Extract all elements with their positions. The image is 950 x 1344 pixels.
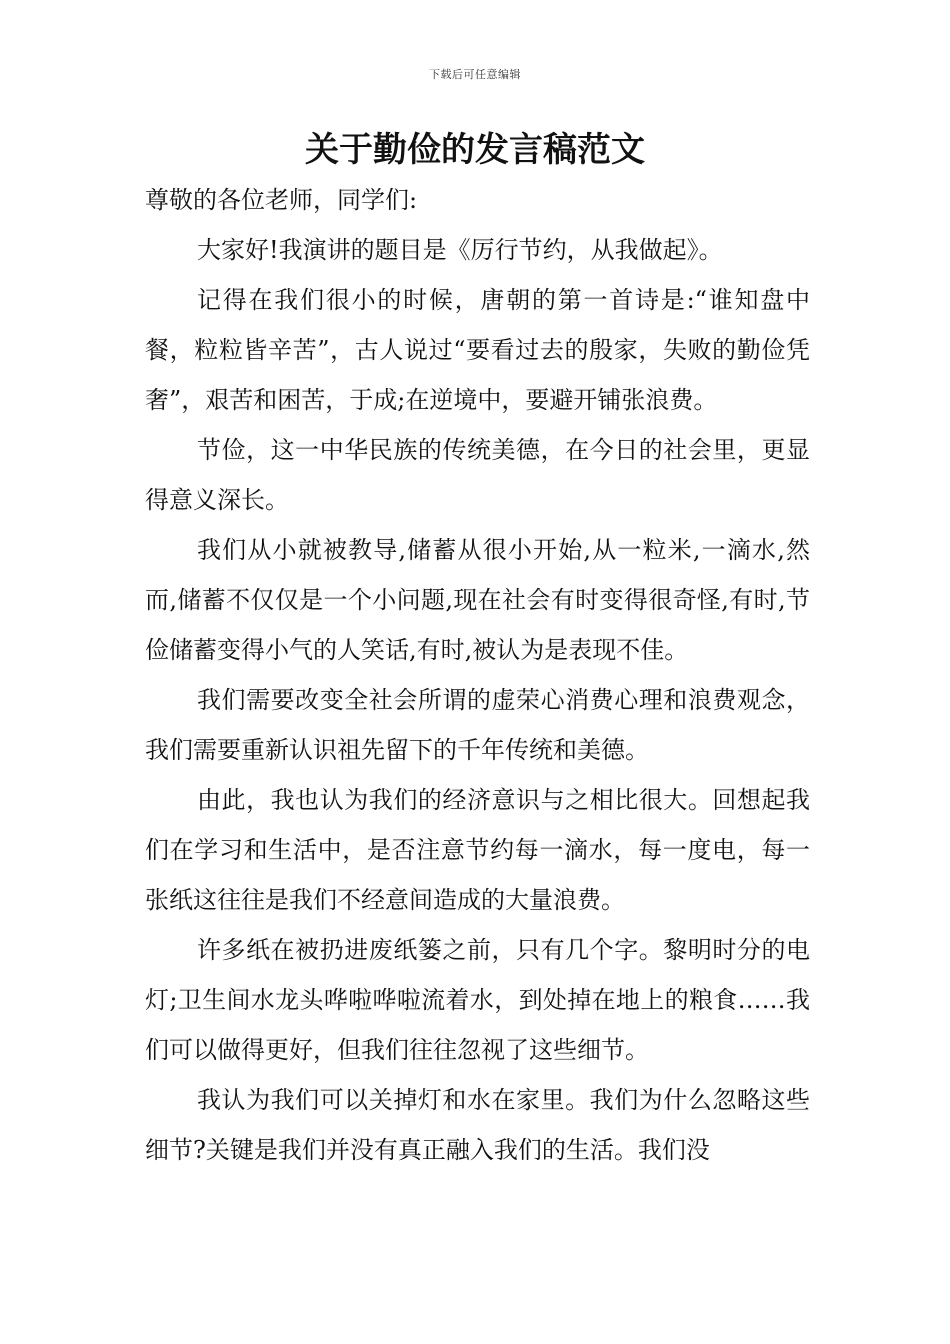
- document-title: 关于勤俭的发言稿范文: [305, 130, 645, 170]
- document-body: [145, 175, 810, 1175]
- header-note: 下载后可任意编辑: [429, 68, 521, 81]
- paragraph: 我们需要改变全社会所谓的虚荣心消费心理和浪费观念，我们需要重新认识祖先留下的千年传统和美德。: [145, 686, 810, 764]
- paragraph: 记得在我们很小的时候，唐朝的第一首诗是:“谁知盘中餐，粒粒皆辛苦”，古人说过“要看过去的殷家，失败的勤俭凭奢”，艰苦和困苦，于成;在逆境中，要避开铺张浪费。: [145, 286, 810, 414]
- paragraph: 我认为我们可以关掉灯和水在家里。我们为什么忽略这些细节?关键是我们并没有真正融入我们的生活。我们没: [145, 1086, 810, 1164]
- paragraph: 节俭，这一中华民族的传统美德，在今日的社会里，更显得意义深长。: [145, 436, 810, 514]
- paragraph: 许多纸在被扔进废纸篓之前，只有几个字。黎明时分的电灯;卫生间水龙头哗啦哗啦流着水，到处掉在地上的粮食……我们可以做得更好，但我们往往忽视了这些细节。: [145, 936, 810, 1064]
- paragraph: 由此，我也认为我们的经济意识与之相比很大。回想起我们在学习和生活中，是否注意节约每一滴水，每一度电，每一张纸这往往是我们不经意间造成的大量浪费。: [145, 786, 810, 914]
- paragraph: 大家好!我演讲的题目是《厉行节约，从我做起》。: [197, 236, 723, 264]
- salutation: 尊敬的各位老师，同学们:: [145, 186, 418, 214]
- paragraph: 我们从小就被教导,储蓄从很小开始,从一粒米,一滴水,然而,储蓄不仅仅是一个小问题,现在社会有时变得很奇怪,有时,节俭储蓄变得小气的人笑话,有时,被认为是表现不佳。: [145, 536, 810, 664]
